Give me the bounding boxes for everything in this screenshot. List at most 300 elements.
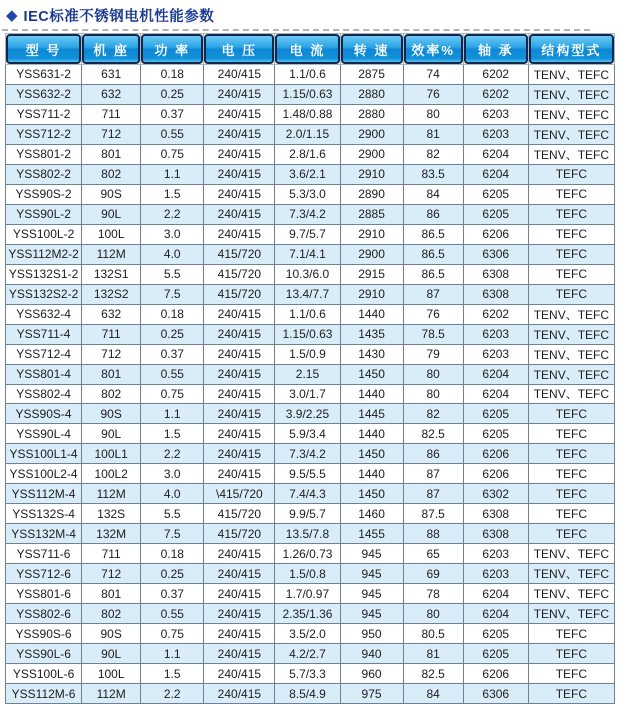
table-cell: TEFC [528,184,614,204]
table-cell: 2880 [340,84,403,104]
table-cell: YSS712-2 [6,124,82,144]
header-cell [403,34,463,65]
table-row [6,184,615,204]
header-cell [82,34,141,65]
table-cell: 6308 [463,264,528,284]
table-cell: YSS112M-6 [6,684,82,704]
header-button: 结构型式 [529,34,614,64]
table-cell: 78 [403,584,463,604]
table-cell: YSS112M2-2 [6,244,82,264]
table-cell: TENV、TEFC [528,384,614,404]
table-cell: TENV、TEFC [528,124,614,144]
table-cell: TEFC [528,164,614,184]
table-cell: YSS132S1-2 [6,264,82,284]
table-cell: 5.5 [141,264,204,284]
table-cell: 632 [82,84,141,104]
table-cell: 1450 [340,364,403,384]
table-row [6,324,615,344]
table-cell: 6205 [463,184,528,204]
table-cell: 802 [82,164,141,184]
table-row [6,344,615,364]
table-cell: 80 [403,364,463,384]
table-cell: 100L1 [82,444,141,464]
table-cell: 1.1 [141,164,204,184]
table-cell: 112M [82,484,141,504]
table-cell: 240/415 [204,104,275,124]
table-cell: 2890 [340,184,403,204]
table-cell: TENV、TEFC [528,564,614,584]
table-cell: 6204 [463,364,528,384]
table-cell: 3.9/2.25 [275,404,340,424]
table-cell: 2900 [340,244,403,264]
table-cell: 1.1/0.6 [275,65,340,85]
table-cell: 3.6/2.1 [275,164,340,184]
table-row [6,164,615,184]
table-row [6,65,615,85]
table-cell: 1.5 [141,184,204,204]
table-cell: 6203 [463,564,528,584]
table-row [6,484,615,504]
table-cell: 0.37 [141,104,204,124]
table-row [6,664,615,684]
table-cell: 8.5/4.9 [275,684,340,704]
table-cell: TENV、TEFC [528,144,614,164]
table-row [6,384,615,404]
table-cell: 801 [82,144,141,164]
table-cell: 6205 [463,204,528,224]
table-cell: YSS802-4 [6,384,82,404]
table-cell: 711 [82,544,141,564]
table-cell: 240/415 [204,184,275,204]
table-cell: 415/720 [204,284,275,304]
table-cell: TEFC [528,444,614,464]
table-cell: 950 [340,624,403,644]
table-cell: TEFC [528,244,614,264]
table-cell: 5.5 [141,504,204,524]
table-cell: 2875 [340,65,403,85]
page-title-bar [0,0,620,26]
table-cell: 6202 [463,304,528,324]
table-cell: 801 [82,584,141,604]
table-cell: 2885 [340,204,403,224]
table-cell: 9.9/5.7 [275,504,340,524]
table-cell: 240/415 [204,324,275,344]
table-cell: 1460 [340,504,403,524]
table-cell: 945 [340,584,403,604]
table-cell: 6205 [463,644,528,664]
motor-spec-table [5,33,615,704]
table-cell: 2915 [340,264,403,284]
header-button: 电 压 [204,34,274,64]
table-cell: 940 [340,644,403,664]
table-cell: TEFC [528,404,614,424]
table-cell: YSS711-2 [6,104,82,124]
table-cell: 86 [403,204,463,224]
table-cell: 2900 [340,124,403,144]
table-cell: YSS90S-6 [6,624,82,644]
table-cell: 81 [403,124,463,144]
table-cell: 1440 [340,464,403,484]
table-cell: 240/415 [204,364,275,384]
table-cell: 712 [82,564,141,584]
table-row [6,564,615,584]
table-cell: 7.4/4.3 [275,484,340,504]
table-cell: TEFC [528,684,614,704]
table-cell: 6202 [463,65,528,85]
table-cell: 240/415 [204,464,275,484]
table-cell: TEFC [528,524,614,544]
table-row [6,624,615,644]
table-row [6,424,615,444]
table-cell: 0.18 [141,65,204,85]
table-cell: 6205 [463,424,528,444]
table-cell: YSS100L-2 [6,224,82,244]
table-cell: 0.25 [141,84,204,104]
table-cell: TENV、TEFC [528,584,614,604]
table-cell: 802 [82,604,141,624]
table-cell: 82.5 [403,424,463,444]
table-cell: 69 [403,564,463,584]
table-cell: 240/415 [204,204,275,224]
header-button: 效率% [404,34,463,64]
table-cell: YSS132M-4 [6,524,82,544]
header-button: 功 率 [141,34,203,64]
table-cell: 240/415 [204,624,275,644]
table-cell: 0.75 [141,384,204,404]
table-row [6,404,615,424]
table-cell: 74 [403,65,463,85]
table-cell: 81 [403,644,463,664]
table-cell: TEFC [528,504,614,524]
table-cell: 960 [340,664,403,684]
table-cell: 13.5/7.8 [275,524,340,544]
table-cell: 6204 [463,604,528,624]
table-cell: 631 [82,65,141,85]
table-cell: YSS90L-2 [6,204,82,224]
table-cell: 2.2 [141,204,204,224]
table-cell: 3.0 [141,464,204,484]
table-cell: 6302 [463,484,528,504]
table-cell: YSS712-6 [6,564,82,584]
table-cell: 5.7/3.3 [275,664,340,684]
table-cell: YSS711-4 [6,324,82,344]
table-cell: 802 [82,384,141,404]
header-button: 型 号 [6,34,81,64]
table-cell: 6204 [463,144,528,164]
table-cell: 2.35/1.36 [275,604,340,624]
table-cell: 0.37 [141,584,204,604]
table-cell: 87 [403,284,463,304]
table-cell: 1.15/0.63 [275,84,340,104]
table-cell: 975 [340,684,403,704]
table-cell: TENV、TEFC [528,65,614,85]
table-cell: 88 [403,524,463,544]
table-cell: 10.3/6.0 [275,264,340,284]
table-cell: 240/415 [204,344,275,364]
table-cell: 90L [82,424,141,444]
table-cell: TENV、TEFC [528,604,614,624]
table-cell: 112M [82,684,141,704]
table-cell: 240/415 [204,304,275,324]
table-cell: 86.5 [403,264,463,284]
table-cell: 0.55 [141,124,204,144]
table-cell: TEFC [528,284,614,304]
table-cell: YSS802-2 [6,164,82,184]
table-cell: 240/415 [204,144,275,164]
table-cell: 78.5 [403,324,463,344]
table-cell: 0.18 [141,304,204,324]
table-row [6,104,615,124]
table-cell: 2.0/1.15 [275,124,340,144]
table-cell: 1440 [340,424,403,444]
header-cell [141,34,204,65]
table-cell: 86.5 [403,244,463,264]
table-cell: YSS90S-2 [6,184,82,204]
table-row [6,644,615,664]
table-cell: 240/415 [204,544,275,564]
table-cell: YSS631-2 [6,65,82,85]
table-cell: 65 [403,544,463,564]
table-cell: 0.75 [141,144,204,164]
table-cell: 3.0 [141,224,204,244]
table-cell: 2910 [340,284,403,304]
table-cell: 240/415 [204,124,275,144]
table-cell: 6206 [463,664,528,684]
table-row [6,124,615,144]
table-cell: 6204 [463,584,528,604]
table-cell: 712 [82,124,141,144]
table-cell: 6306 [463,684,528,704]
table-cell: TENV、TEFC [528,324,614,344]
table-cell: 6204 [463,164,528,184]
table-cell: YSS632-2 [6,84,82,104]
table-cell: TEFC [528,264,614,284]
table-cell: 80 [403,104,463,124]
table-cell: TENV、TEFC [528,304,614,324]
table-cell: 84 [403,184,463,204]
table-row [6,264,615,284]
table-cell: 79 [403,344,463,364]
table-cell: 4.2/2.7 [275,644,340,664]
table-cell: TENV、TEFC [528,104,614,124]
table-cell: 80 [403,604,463,624]
table-cell: 90S [82,404,141,424]
table-cell: 1440 [340,384,403,404]
table-cell: 6308 [463,284,528,304]
table-cell: 2.2 [141,684,204,704]
table-cell: 90L [82,204,141,224]
table-cell: 945 [340,604,403,624]
table-cell: 87 [403,464,463,484]
table-cell: 6308 [463,524,528,544]
table-row [6,144,615,164]
table-cell: 2910 [340,224,403,244]
table-cell: 1.1 [141,644,204,664]
table-cell: 6203 [463,344,528,364]
table-cell: YSS132S2-2 [6,284,82,304]
table-cell: 0.25 [141,324,204,344]
table-cell: 132S2 [82,284,141,304]
table-cell: TEFC [528,204,614,224]
table-cell: 5.3/3.0 [275,184,340,204]
table-cell: 76 [403,304,463,324]
table-cell: 2880 [340,104,403,124]
table-cell: TENV、TEFC [528,544,614,564]
table-row [6,304,615,324]
table-cell: TEFC [528,224,614,244]
table-cell: 3.0/1.7 [275,384,340,404]
table-cell: 1.48/0.88 [275,104,340,124]
table-cell: 0.18 [141,544,204,564]
table-cell: 1.5/0.9 [275,344,340,364]
table-cell: 1450 [340,484,403,504]
table-cell: YSS100L2-4 [6,464,82,484]
table-cell: 6206 [463,464,528,484]
table-cell: 240/415 [204,65,275,85]
table-cell: 9.7/5.7 [275,224,340,244]
header-button: 转 速 [341,34,403,64]
table-cell: 1.1 [141,404,204,424]
table-cell: YSS632-4 [6,304,82,324]
table-cell: 240/415 [204,164,275,184]
table-cell: 6306 [463,244,528,264]
table-cell: 415/720 [204,524,275,544]
table-cell: 6202 [463,84,528,104]
header-button: 轴 承 [464,34,528,64]
table-cell: 2.8/1.6 [275,144,340,164]
table-cell: 87.5 [403,504,463,524]
table-cell: 6204 [463,384,528,404]
table-cell: 86 [403,444,463,464]
table-row [6,464,615,484]
table-cell: YSS712-4 [6,344,82,364]
table-cell: YSS802-6 [6,604,82,624]
table-cell: TEFC [528,424,614,444]
header-cell [340,34,403,65]
table-cell: 90L [82,644,141,664]
table-header-row [6,34,615,65]
table-cell: 1455 [340,524,403,544]
table-cell: YSS801-2 [6,144,82,164]
table-cell: 1450 [340,444,403,464]
table-cell: 6203 [463,544,528,564]
header-cell [204,34,275,65]
table-cell: 0.25 [141,564,204,584]
table-row [6,544,615,564]
table-row [6,604,615,624]
table-cell: TENV、TEFC [528,84,614,104]
table-cell: 240/415 [204,564,275,584]
table-cell: YSS100L1-4 [6,444,82,464]
table-cell: YSS801-4 [6,364,82,384]
table-cell: 2.2 [141,444,204,464]
table-cell: 240/415 [204,604,275,624]
table-cell: 5.9/3.4 [275,424,340,444]
table-cell: 6205 [463,404,528,424]
table-cell: 240/415 [204,664,275,684]
table-cell: 100L [82,664,141,684]
table-cell: 0.55 [141,604,204,624]
table-row [6,204,615,224]
table-cell: 6205 [463,624,528,644]
table-cell: 132S [82,504,141,524]
table-wrap [5,33,615,704]
table-cell: 2910 [340,164,403,184]
header-cell [463,34,528,65]
table-cell: 80.5 [403,624,463,644]
table-cell: 86.5 [403,224,463,244]
table-cell: 7.1/4.1 [275,244,340,264]
table-cell: 2.15 [275,364,340,384]
table-row [6,524,615,544]
table-cell: 87 [403,484,463,504]
table-cell: 1.5 [141,424,204,444]
header-cell [6,34,82,65]
table-cell: YSS132S-4 [6,504,82,524]
table-row [6,444,615,464]
table-cell: 132S1 [82,264,141,284]
table-cell: 13.4/7.7 [275,284,340,304]
table-cell: 415/720 [204,244,275,264]
table-cell: 1440 [340,304,403,324]
table-cell: 90S [82,624,141,644]
table-cell: 240/415 [204,84,275,104]
table-cell: 100L2 [82,464,141,484]
table-cell: 90S [82,184,141,204]
table-cell: 6206 [463,444,528,464]
table-cell: 4.0 [141,484,204,504]
table-cell: 415/720 [204,264,275,284]
table-cell: 0.55 [141,364,204,384]
table-cell: 240/415 [204,584,275,604]
table-cell: 82 [403,404,463,424]
table-cell: 0.75 [141,624,204,644]
table-cell: TENV、TEFC [528,364,614,384]
table-cell: YSS801-6 [6,584,82,604]
table-cell: 712 [82,344,141,364]
table-cell: 0.37 [141,344,204,364]
header-cell [275,34,340,65]
table-cell: 945 [340,544,403,564]
table-cell: 240/415 [204,404,275,424]
table-cell: 7.5 [141,284,204,304]
table-cell: 83.5 [403,164,463,184]
table-cell: 1.15/0.63 [275,324,340,344]
table-cell: 1.7/0.97 [275,584,340,604]
table-row [6,84,615,104]
table-cell: 1.1/0.6 [275,304,340,324]
table-cell: 6206 [463,224,528,244]
header-button: 电 流 [275,34,339,64]
table-row [6,224,615,244]
table-row [6,364,615,384]
table-cell: 6203 [463,324,528,344]
table-cell: YSS112M-4 [6,484,82,504]
header-button: 机 座 [82,34,140,64]
table-cell: 82.5 [403,664,463,684]
table-row [6,284,615,304]
table-cell: 132M [82,524,141,544]
table-cell: 1.5 [141,664,204,684]
table-cell: 415/720 [204,504,275,524]
table-cell: 711 [82,104,141,124]
table-cell: 6203 [463,124,528,144]
table-cell: 7.3/4.2 [275,204,340,224]
table-cell: 100L [82,224,141,244]
table-cell: 76 [403,84,463,104]
table-cell: 4.0 [141,244,204,264]
table-cell: TEFC [528,644,614,664]
